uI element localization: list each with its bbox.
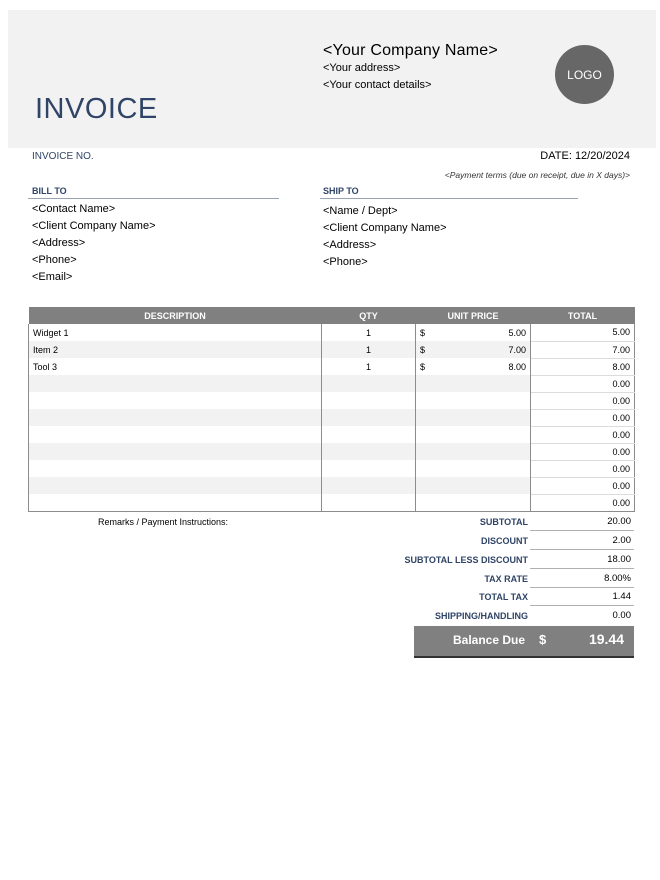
item-unit-price: [416, 460, 531, 477]
table-row: [29, 443, 635, 460]
bill-to-label: BILL TO: [32, 186, 67, 196]
table-row: [29, 341, 635, 358]
ship-to-rule: [320, 198, 578, 199]
table-row: [29, 375, 635, 392]
table-row: [29, 477, 635, 494]
item-qty: [322, 460, 416, 477]
bill-to-rule: [28, 198, 279, 199]
item-description: [29, 443, 322, 460]
invoice-number-label: INVOICE NO.: [32, 151, 94, 162]
item-total: 0.00: [531, 460, 635, 477]
table-row: [29, 460, 635, 477]
item-qty: [322, 477, 416, 494]
price-value: 7.00: [508, 344, 526, 355]
date-label: DATE:: [540, 150, 572, 162]
bill-to-line: <Address>: [32, 237, 86, 249]
balance-due-box: [414, 626, 634, 658]
bill-to-line: <Phone>: [32, 254, 77, 266]
price-value: 5.00: [508, 327, 526, 338]
subtotal-less-discount-label: SUBTOTAL LESS DISCOUNT: [404, 555, 528, 565]
tax-rate-label: TAX RATE: [484, 574, 528, 584]
table-header-row: [29, 307, 635, 324]
bill-to-line: <Contact Name>: [32, 203, 116, 215]
item-qty: [322, 494, 416, 511]
table-row: [29, 358, 635, 375]
bill-to-address: [32, 201, 156, 286]
column-header-unit-price: UNIT PRICE: [416, 307, 531, 324]
invoice-title: INVOICE: [35, 93, 158, 125]
item-qty: [322, 426, 416, 443]
balance-due-amount: 19.44: [588, 631, 624, 647]
summary-divider: [530, 549, 634, 550]
table-row: [29, 494, 635, 511]
subtotal-less-discount-value: 18.00: [607, 554, 631, 565]
invoice-date: [540, 150, 630, 162]
ship-to-label: SHIP TO: [323, 186, 359, 196]
total-tax-label: TOTAL TAX: [479, 592, 528, 602]
item-description: Tool 3: [29, 358, 322, 375]
item-description: [29, 494, 322, 511]
item-description: [29, 426, 322, 443]
balance-currency: $: [539, 632, 547, 647]
column-header-qty: QTY: [322, 307, 416, 324]
item-total: 0.00: [531, 443, 635, 460]
discount-value: 2.00: [612, 535, 631, 546]
logo: LOGO: [555, 45, 614, 104]
payment-terms: <Payment terms (due on receipt, due in X days)>: [444, 170, 630, 180]
summary-divider: [530, 605, 634, 606]
item-qty: 1: [322, 341, 416, 358]
item-qty: 1: [322, 358, 416, 375]
item-description: Widget 1: [29, 324, 322, 341]
bill-to-line: <Email>: [32, 271, 73, 283]
column-header-total: TOTAL: [531, 307, 635, 324]
item-unit-price: [416, 375, 531, 392]
ship-to-line: <Client Company Name>: [323, 222, 447, 234]
summary-divider: [530, 530, 634, 531]
table-row: [29, 324, 635, 341]
currency-symbol: $: [420, 327, 426, 338]
table-row: [29, 392, 635, 409]
ship-to-line: <Phone>: [323, 256, 368, 268]
item-qty: [322, 392, 416, 409]
item-unit-price: [416, 392, 531, 409]
item-unit-price: [416, 409, 531, 426]
tax-rate-value: 8.00%: [604, 573, 631, 584]
date-value: 12/20/2024: [574, 150, 630, 162]
column-header-description: DESCRIPTION: [29, 307, 322, 324]
item-description: [29, 392, 322, 409]
item-unit-price: [416, 494, 531, 511]
ship-to-line: <Name / Dept>: [323, 205, 398, 217]
currency-symbol: $: [420, 361, 426, 372]
item-total: 0.00: [531, 477, 635, 494]
item-unit-price: [416, 324, 531, 341]
item-description: [29, 375, 322, 392]
item-description: [29, 460, 322, 477]
company-contact: <Your contact details>: [323, 79, 432, 91]
total-tax-value: 1.44: [612, 591, 631, 602]
item-total: 0.00: [531, 494, 635, 511]
item-unit-price: [416, 426, 531, 443]
currency-symbol: $: [420, 344, 426, 355]
summary-divider: [530, 568, 634, 569]
subtotal-value: 20.00: [607, 516, 631, 527]
item-total: 0.00: [531, 375, 635, 392]
item-total: 5.00: [531, 324, 635, 341]
item-unit-price: [416, 341, 531, 358]
ship-to-address: [323, 203, 447, 271]
summary-divider: [530, 587, 634, 588]
item-unit-price: [416, 443, 531, 460]
table-row: [29, 426, 635, 443]
discount-label: DISCOUNT: [481, 536, 528, 546]
item-unit-price: [416, 477, 531, 494]
item-description: [29, 409, 322, 426]
item-unit-price: [416, 358, 531, 375]
item-total: 8.00: [531, 358, 635, 375]
item-total: 7.00: [531, 341, 635, 358]
remarks-label: Remarks / Payment Instructions:: [98, 517, 229, 527]
item-qty: 1: [322, 324, 416, 341]
item-qty: [322, 443, 416, 460]
item-total: 0.00: [531, 426, 635, 443]
item-qty: [322, 375, 416, 392]
company-name: <Your Company Name>: [323, 42, 498, 59]
bill-to-line: <Client Company Name>: [32, 220, 156, 232]
item-total: 0.00: [531, 409, 635, 426]
shipping-value: 0.00: [612, 610, 631, 621]
item-total: 0.00: [531, 392, 635, 409]
item-description: [29, 477, 322, 494]
balance-due-label: Balance Due: [453, 633, 526, 647]
company-address: <Your address>: [323, 62, 401, 74]
table-row: [29, 409, 635, 426]
item-description: Item 2: [29, 341, 322, 358]
subtotal-label: SUBTOTAL: [479, 517, 528, 527]
line-items-table: [28, 307, 635, 512]
price-value: 8.00: [508, 361, 526, 372]
item-qty: [322, 409, 416, 426]
ship-to-line: <Address>: [323, 239, 377, 251]
shipping-label: SHIPPING/HANDLING: [434, 611, 528, 621]
